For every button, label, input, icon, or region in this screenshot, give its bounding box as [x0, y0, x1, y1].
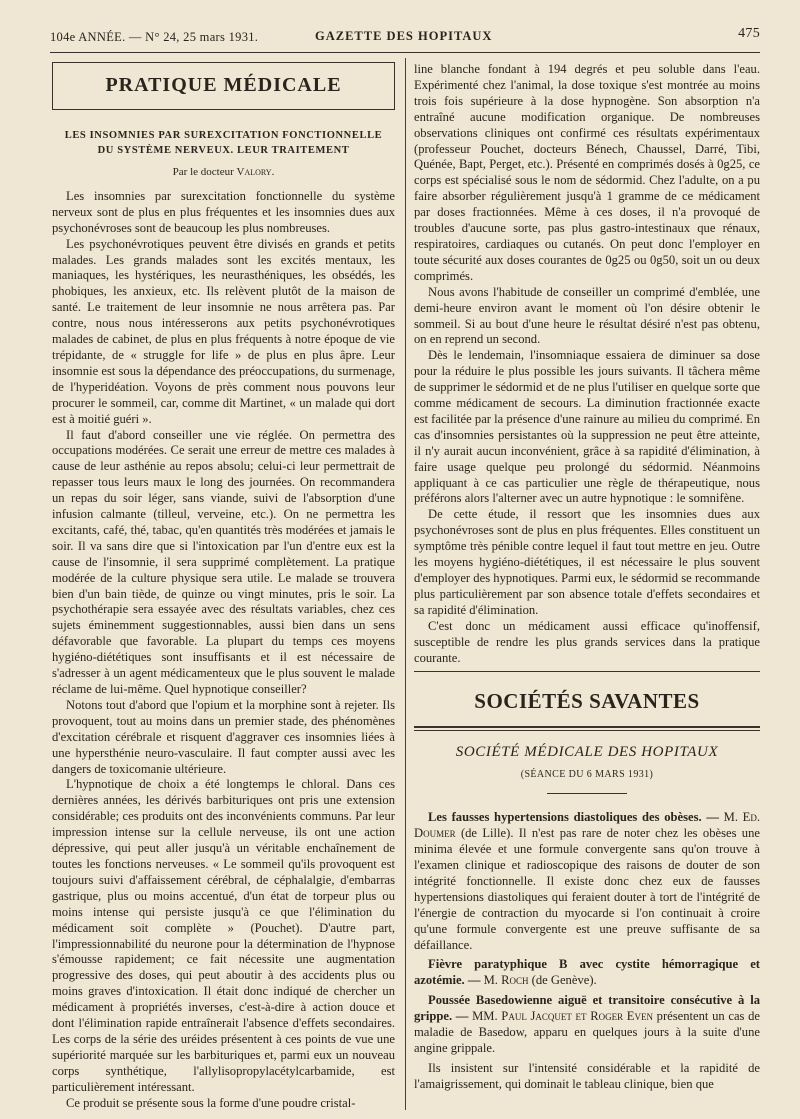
entry-text: présentent un cas de maladie de Basedow, apparu en quelques jours à la suite d'une angine grippale. [414, 1009, 760, 1055]
paragraph: line blanche fondant à 194 degrés et peu soluble dans l'eau. Expérimenté chez l'animal, la dose toxique s'est montrée au moins trois fois supérieure à la dose hypnogène. Son absorption n'a entraîné aucune modification organique. De nombreuses observations cliniques ont confirmé ces résultats expérimentaux (professeur Pouchet, docteurs Bénech, Chaussel, Darré, Tibi, Quénée, Bapt, Perget, etc.). Présenté en comprimés dosés à 0g25, ce corps est spécialisé sous le nom de sédormid. Chez l'adulte, on a pu faire absorber régulièrement jusqu'à 1 gramme de ce médicament par doses fractionnées. Même à ces doses, il n'a provoqué de troubles d'aucune sorte, pas plus gastro-intestinaux que rénaux, respiratoires, cardiaques ou cutanés. On peut donc l'employer en toute sécurité aux doses courantes de 0g25 ou 0g50, soit un ou deux comprimés. [414, 62, 760, 283]
entry-title: Poussée Basedowienne aiguë et transitoire consécutive à la grippe. — [414, 993, 760, 1024]
entry-text: (de Lille). Il n'est pas rare de noter chez les obèses une minima élevée et une formule convergente sans qu'on trouve à l'examen clinique et radioscopique des raisons de douter de son intégrité fonctionnelle. Il existe donc chez eux de fausses hypertensions diastoliques qui feraient douter à tort de l'intégrité de l'énergie de contraction du myocarde si l'on continuait à croire qu'une formule convergente est une preuve suffisante de sa défaillance. [414, 826, 760, 952]
paragraph: Nous avons l'habitude de conseiller un comprimé d'emblée, une demi-heure environ avant le moment où l'on désire obtenir le sommeil. Si au bout d'une heure le résultat désiré n'est pas obtenu, on en reprend un second. [414, 284, 760, 347]
paragraph: L'hypnotique de choix a été longtemps le chloral. Dans ces dernières années, les dérivés barbituriques ont pris une extension considérable; ces produits ont des inconvénients communs. Par leur impression intense sur la cellule nerveuse, ils ont une action dépressive, qui peut aller jusqu'à un véritable enchaînement de toutes les fonctions nerveuses. « Le sommeil qu'ils provoquent est toujours suivi d'affaissement cérébral, de céphalalgie, d'embarras gastrique, plus ou moins accentué, d'un état de torpeur plus ou moins intense qui persiste jusqu'à ce que l'élimination du médicament soit complète » (Pouchet). D'autre part, l'impressionnabilité du neurone pour la détermination de l'hypnose s'émousse rapidement; ce fait nécessite une augmentation progressive des doses, qui peut aboutir à des accidents plus ou moins graves d'intoxication. Il était donc indiqué de chercher un médicament à propriétés inverses, c'est-à-dire à action douce et dont l'élimination rapide entraînerait l'absence d'effets secondaires. Les corps de la série des uréides présentent à ces points de vue une supériorité marquée sur les barbituriques et, parmi eux un nouveau corps synthétique, l'allylisopropylacétylcarbamide, est particulièrement intéressant. [52, 777, 395, 1094]
communication-entry [414, 810, 760, 953]
entry-author: MM. Paul Jacquet et Roger Even [472, 1009, 653, 1024]
author-name: Valory. [236, 166, 275, 178]
page-number: 475 [738, 26, 760, 41]
paragraph: Ils insistent sur l'intensité considérable et la rapidité de l'amaigrissement, qui dominait le tableau clinique, bien que [414, 1060, 760, 1091]
journal-name: GAZETTE DES HOPITAUX [315, 29, 493, 43]
paragraph: Notons tout d'abord que l'opium et la morphine sont à rejeter. Ils provoquent, tout au moins dans un premier stade, des phénomènes d'excitation cérébrale et risquent d'aggraver ces insomnies liées à une hypersthénie neuro-vasculaire. Il faut compter aussi avec les dangers de toxicomanie ultérieure. [52, 697, 395, 776]
communication-entry [414, 957, 760, 989]
short-rule [547, 793, 627, 794]
byline-prefix: Par le docteur [172, 166, 237, 178]
paragraph: De cette étude, il ressort que les insomnies dues aux psychonévroses sont de plus en plus fréquentes. Elles constituent un symptôme très pénible contre lequel il faut tout mettre en jeu. Outre les moyens hygiéno-diététiques, il est nécessaire le plus souvent d'employer des hypnotiques. Parmi eux, le sédormid se recommande plus particulièrement par son absence totale d'effets secondaires et sa rapidité d'élimination. [414, 507, 760, 617]
session-date: (SÉANCE DU 6 MARS 1931) [520, 769, 654, 781]
entry-title: Fièvre paratyphique B avec cystite hémorragique et azotémie. — [414, 957, 760, 988]
right-column [414, 62, 760, 1093]
left-column [52, 62, 395, 1111]
paragraph: C'est donc un médicament aussi efficace qu'inoffensif, susceptible de rendre les plus grands services dans la pratique courante. [414, 618, 760, 665]
page-header [50, 26, 760, 48]
column-divider [405, 58, 406, 1110]
paragraph: Ce produit se présente sous la forme d'une poudre cristal- [66, 1095, 356, 1110]
header-rule [50, 52, 760, 53]
paragraph: Il faut d'abord conseiller une vie réglée. On permettra des occupations modérées. Ce serait une erreur de mettre ces malades à cause de leur asthénie au repos absolu; celui-ci leur permettrait de repasser tous leurs maux le long des journées. On recommandera un repas du soir léger, sans viande, suivi de l'absorption d'une infusion calmante (tilleul, verveine, etc.). On ne permettra les excitants, café, thé, tabac, qu'en quantités très modérées et jamais le soir. Il va sans dire que si l'intoxication par l'un d'entre eux est la cause de l'insomnie, il sera supprimé complètement. La pratique modérée de la culture physique sera utile. Le malade se trouvera bien d'un bain tiède, de quinze ou vingt minutes, pris le soir. La psychothérapie sera essayée avec des résultats variables, chez ces sujets éminemment suggestionnables, aussi bien dans un sens défavorable que favorable. La plupart du temps ces moyens hygiéno-diététiques sont insuffisants et il est nécessaire de s'adresser à un agent médicamenteux que le plus souvent le malade réclame de lui-même. Quel hypnotique conseiller? [52, 427, 395, 696]
societes-savantes-title: SOCIÉTÉS SAVANTES [474, 689, 700, 714]
section-separator [414, 671, 760, 672]
entry-title: Les fausses hypertensions diastoliques des obèses. — [428, 810, 719, 825]
section-title-box [52, 62, 395, 110]
entry-author: M. Roch [483, 973, 529, 988]
double-rule [414, 726, 760, 731]
paragraph: Les insomnies par surexcitation fonctionnelle du système nerveux sont de plus en plus fréquentes et les insomnies dues aux psychonévroses sont de beaucoup les plus nombreuses. [52, 188, 395, 235]
paragraph: Dès le lendemain, l'insomniaque essaiera de diminuer sa dose pour la réduire le plus possible les jours suivants. Il tâchera même de supprimer le sédormid et de ne plus l'utiliser en quelque sorte que comme médicament de secours. La diminution fractionnée exacte est facilitée par la présence d'une rainure au milieu du comprimé. En cas d'insomnies persistantes où la suppression ne peut être atteinte, il n'y aurait aucun inconvénient, grâce à sa rapidité d'élimination, à faire usage quelque peu prolongé du sédormid. Néanmoins appliquant à ce cas particulier une règle de thérapeutique, nous préférons alors l'alterner avec un autre hypnotique : le somnifène. [414, 348, 760, 506]
entry-text: (de Genève). [528, 973, 597, 988]
entry-author: M. Ed. Doumer [414, 810, 761, 841]
section-title: PRATIQUE MÉDICALE [105, 74, 342, 97]
society-name: SOCIÉTÉ MÉDICALE DES HOPITAUX [455, 744, 719, 761]
issue-line: 104e ANNÉE. — N° 24, 25 mars 1931. [50, 30, 259, 44]
article-title: LES INSOMNIES PAR SUREXCITATION FONCTIONNELLE DU SYSTÈME NERVEUX. LEUR TRAITEMENT [64, 130, 383, 156]
byline [52, 165, 395, 181]
paragraph: Les psychonévrotiques peuvent être divisés en grands et petits malades. Les grands malades sont les excités mentaux, les maniaques, les hystériques, les neurasthéniques, les obsédés, les phobiques, les anxieux, etc. Ils relèvent plutôt de la maison de santé. Le traitement de leur insomnie ne nous arrêtera pas. Par contre, nous nous intéresserons aux petits psychonévrotiques malades de cabinet, de plus en plus fréquents à notre époque de vie trépidante, de « struggle for life » de plus en plus âpre. Leur insomnie est sous la dépendance des préoccupations, du surmenage, de l'hyperidéation. Voyons de près comment nous pouvons leur procurer le sommeil, car, comme dit Martinet, « un malade qui dort est à moitié guéri ». [52, 236, 395, 426]
communication-entry [414, 993, 760, 1057]
